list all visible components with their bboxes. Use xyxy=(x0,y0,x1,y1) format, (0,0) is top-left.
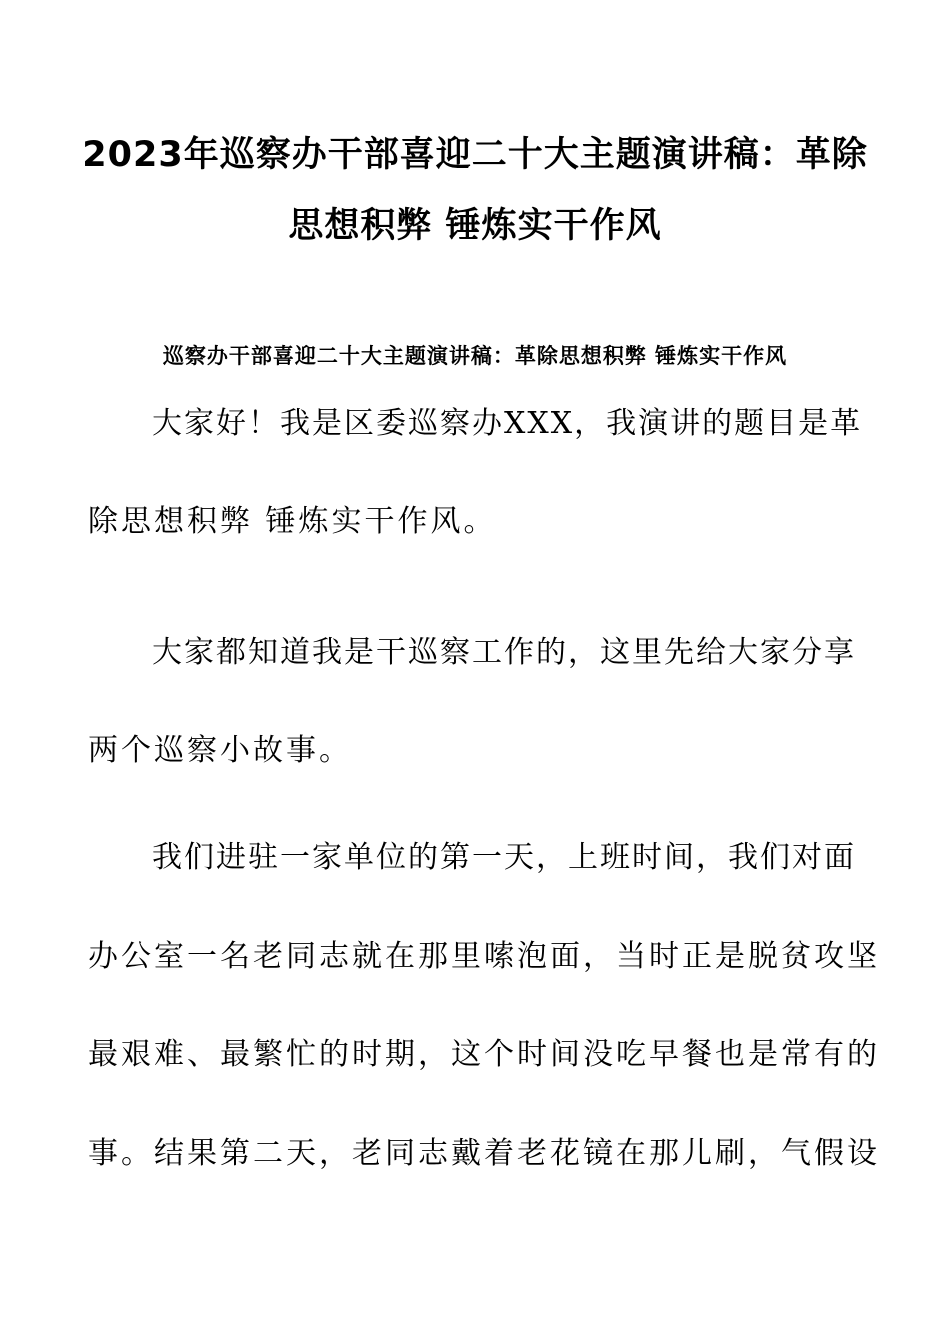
document-title-line-1: 2023年巡察办干部喜迎二十大主题演讲稿：革除 xyxy=(82,135,868,175)
paragraph-2-line-2: 两个巡察小故事。 xyxy=(88,733,352,768)
document-title-line-2: 思想积弊 锤炼实干作风 xyxy=(288,206,662,246)
paragraph-3-line-1: 我们进驻一家单位的第一天，上班时间，我们对面 xyxy=(152,840,856,875)
paragraph-2-line-1: 大家都知道我是干巡察工作的，这里先给大家分享 xyxy=(152,635,856,670)
paragraph-3-line-2: 办公室一名老同志就在那里嗦泡面，当时正是脱贫攻坚 xyxy=(88,939,880,974)
paragraph-3-line-4: 事。结果第二天，老同志戴着老花镜在那儿刷，气假设 xyxy=(88,1136,880,1171)
document-subtitle: 巡察办干部喜迎二十大主题演讲稿：革除思想积弊 锤炼实干作风 xyxy=(162,343,788,368)
paragraph-1-line-2: 除思想积弊 锤炼实干作风。 xyxy=(88,504,497,539)
paragraph-3-line-3: 最艰难、最繁忙的时期，这个时间没吃早餐也是常有的 xyxy=(88,1037,880,1072)
paragraph-1-line-1: 大家好！我是区委巡察办XXX，我演讲的题目是革 xyxy=(152,406,863,441)
